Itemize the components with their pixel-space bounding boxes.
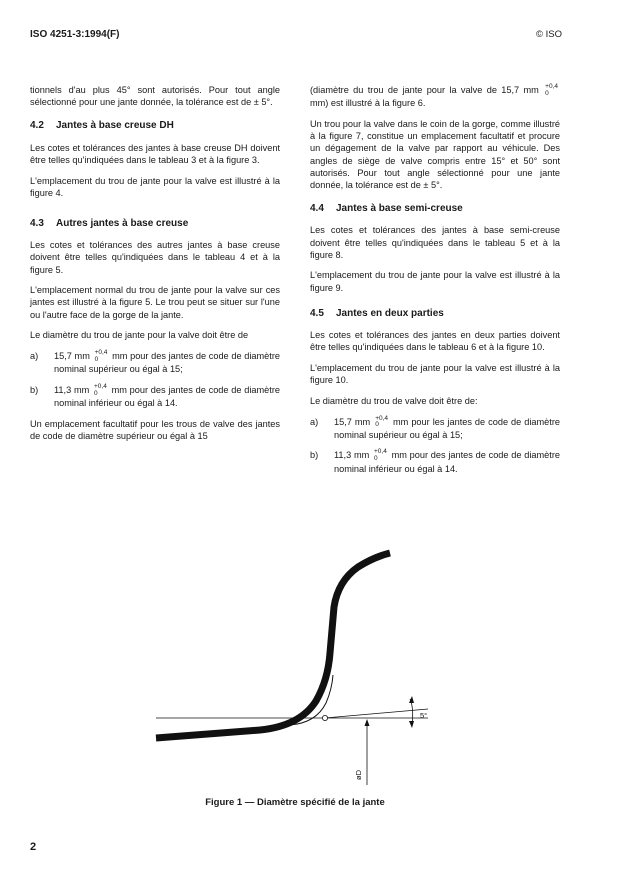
dimension-value: 11,3 mm [334, 450, 370, 461]
paragraph: Les cotes et tolérances des jantes à base semi-creuse doivent être telles qu'indiquées dans le tableau 5 et à la figure 8. [310, 225, 560, 260]
paragraph: Les cotes et tolérances des jantes en deux parties doivent être telles qu'indiquées dans le tableau 6 et à la figure 10. [310, 330, 560, 353]
intro-paragraph: tionnels d'au plus 45° sont autorisés. Pour tout angle sélectionné pour une jante donnée, la tolérance est de ± 5°. [30, 85, 280, 108]
section-title: Jantes à base semi-creuse [336, 203, 463, 215]
tolerance: +0,4 0 [94, 349, 108, 363]
section-title: Autres jantes à base creuse [56, 217, 189, 229]
section-number: 4.2 [30, 120, 44, 132]
right-column [310, 84, 560, 483]
list-item [310, 449, 560, 474]
list-item [30, 350, 280, 375]
dimension-value: 15,7 mm [334, 416, 371, 427]
dimension-value: 15,7 mm [54, 351, 90, 362]
angle-arrow [409, 696, 414, 703]
paragraph: Le diamètre du trou de valve doit être de: [310, 395, 478, 406]
dimension-arrow [365, 719, 370, 726]
list-text: mm pour des jantes de code de diamètre nominal inférieur ou égal à 14. [54, 384, 280, 409]
section-number: 4.3 [30, 217, 44, 229]
list-text: mm pour les jantes de code de diamètre nominal supérieur ou égal à 15; [334, 416, 561, 440]
list-label: a) [30, 351, 39, 362]
seat-point [322, 715, 327, 720]
left-column [30, 84, 280, 451]
figure-caption: Figure 1 — Diamètre spécifié de la jante [205, 797, 385, 808]
paragraph: L'emplacement du trou de jante pour la valve est illustré à la figure 4. [30, 175, 280, 198]
paragraph: Les cotes et tolérances des autres jantes à base creuse doivent être telles qu'indiquées dans le tableau 4 et à la figure 5. [30, 240, 280, 275]
paragraph: Les cotes et tolérances des jantes à base creuse DH doivent être telles qu'indiquées dans le tableau 3 et à la figure 3. [30, 142, 280, 165]
section-title: Jantes à base creuse DH [56, 120, 174, 132]
tolerance: +0,4 0 [374, 448, 387, 463]
section-heading-4-2 [30, 120, 280, 132]
paragraph: L'emplacement du trou de jante pour la valve est illustré à la figure 10. [310, 362, 560, 386]
list-label: a) [310, 416, 319, 427]
paragraph: Un emplacement facultatif pour les trous de valve des jantes de code de diamètre supérieur ou égal à 15 [30, 418, 280, 442]
list-item [310, 416, 560, 441]
section-heading-4-4 [310, 203, 560, 215]
section-heading-4-5 [310, 308, 560, 320]
document-id: ISO 4251-3:1994(F) [30, 29, 120, 40]
paragraph: Le diamètre du trou de jante pour la valve doit être de [30, 330, 249, 341]
figure-rim-diagram [140, 545, 480, 795]
tolerance: +0,4 0 [545, 83, 558, 97]
rim-profile-drawing [140, 545, 480, 795]
list-text: mm pour des jantes de code de diamètre nominal supérieur ou égal à 15; [54, 351, 280, 375]
diameter-label: øD [354, 770, 363, 780]
section-number: 4.5 [310, 307, 324, 319]
list-text: mm pour des jantes de code de diamètre nominal inférieur ou égal à 14. [334, 450, 560, 474]
section-title: Jantes en deux parties [336, 307, 444, 319]
paragraph: L'emplacement du trou de jante pour la valve est illustré à la figure 9. [310, 270, 560, 293]
paragraph: Un trou pour la valve dans le coin de la gorge, comme illustré à la figure 7, constitue un emplacement facultatif et procure un dégagement de la valve par rapport au véhicule. Des angles de siège de valve compris entre 15° et 50° sont autorisés. Pour tout angle sélectionné pour une jante donnée, la tolérance est de ± 5°. [310, 118, 560, 190]
copyright-notice: © ISO [535, 29, 562, 40]
tolerance: +0,4 0 [94, 382, 107, 397]
continued-paragraph: (diamètre du trou de jante pour la valve de 15,7 mm +0,4 0 mm) est illustré à la figure 6. [310, 83, 558, 109]
list-item [30, 384, 280, 409]
list-label: b) [30, 384, 39, 395]
dimension-value: 11,3 mm [54, 384, 90, 395]
angle-label: 5° [420, 711, 428, 720]
section-heading-4-3 [30, 218, 280, 230]
tolerance: +0,4 0 [375, 414, 389, 429]
list-label: b) [310, 450, 319, 461]
page-number: 2 [30, 841, 37, 853]
section-number: 4.4 [310, 203, 324, 215]
paragraph: L'emplacement normal du trou de jante pour la valve sur ces jantes est illustré à la figure 5. Le trou peut se situer sur l'une ou l'autre face de la gorge de la jante. [30, 285, 280, 320]
angle-arrow [409, 721, 414, 728]
rim-profile-line [156, 553, 390, 738]
